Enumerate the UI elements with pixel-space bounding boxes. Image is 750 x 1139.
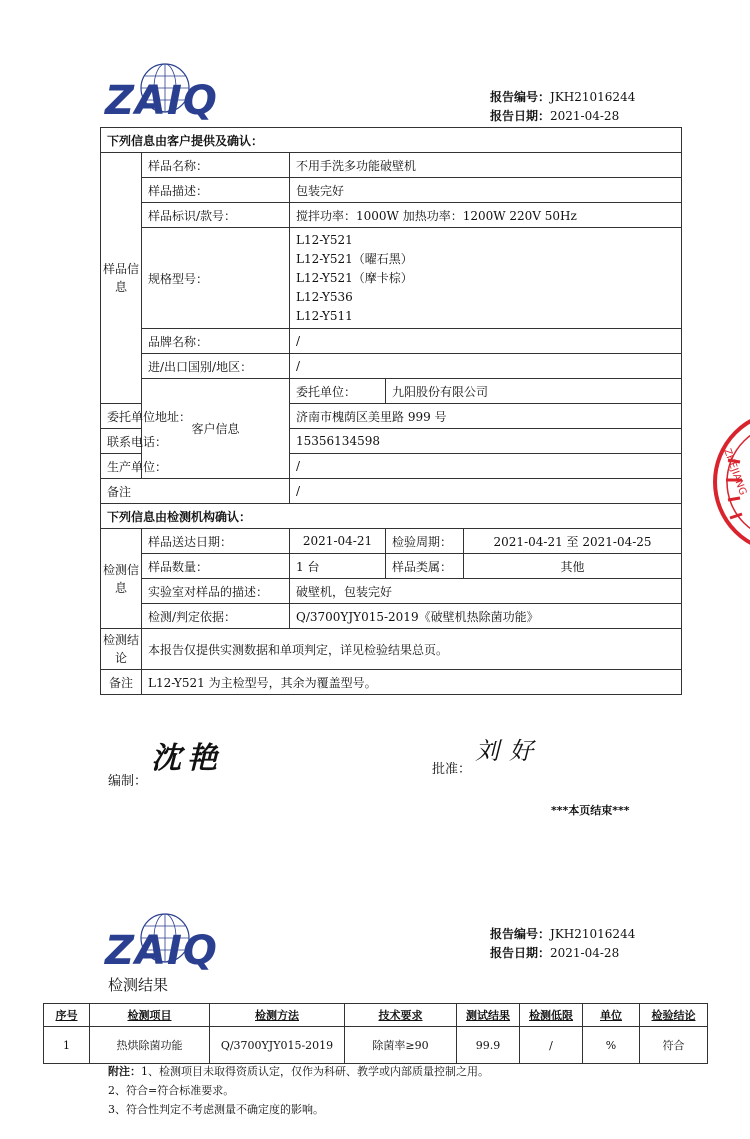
table-row: 品牌名称： / bbox=[101, 329, 682, 354]
results-header-row: 序号 检测项目 检测方法 技术要求 测试结果 检测低限 单位 检验结论 bbox=[44, 1004, 708, 1027]
notes: 附注：1、检测项目未取得资质认定，仅作为科研、教学或内部质量控制之用。 2、符合=符合标准要求。 3、符合性判定不考虑测量不确定度的影响。 bbox=[108, 1065, 489, 1116]
table-row: 检测信息 样品送达日期： 2021-04-21 检验周期： 2021-04-21 至 2021-04-25 bbox=[101, 529, 682, 554]
table-row: 客户信息 委托单位： 九阳股份有限公司 bbox=[101, 379, 682, 404]
table-row: 样品标识/款号： 搅拌功率：1000W 加热功率：1200W 220V 50Hz bbox=[101, 203, 682, 228]
page-end-marker: ***本页结束*** bbox=[551, 804, 630, 817]
official-stamp bbox=[710, 390, 750, 580]
svg-text:ZHEJIANG: ZHEJIANG bbox=[721, 447, 749, 497]
table-row: 备注 / bbox=[101, 479, 682, 504]
table-row: 检测结论 本报告仅提供实测数据和单项判定，详见检验结果总页。 bbox=[101, 629, 682, 670]
report-info: 报告编号：JKH21016244 报告日期：2021-04-28 bbox=[490, 90, 636, 123]
results-title: 检测结果 bbox=[108, 976, 169, 994]
logo-text: ZAIQ bbox=[105, 78, 218, 124]
lab-section-title: 下列信息由检测机构确认： bbox=[101, 504, 682, 529]
table-row: 委托单位地址： 济南市槐荫区美里路 999 号 bbox=[101, 404, 682, 429]
table-row: 备注 L12-Y521 为主检型号，其余为覆盖型号。 bbox=[101, 670, 682, 695]
client-section-title: 下列信息由客户提供及确认： bbox=[101, 128, 682, 153]
table-row: 检测/判定依据： Q/3700YJY015-2019《破壁机热除菌功能》 bbox=[101, 604, 682, 629]
editor-line: 编制： 沈艳 bbox=[108, 741, 224, 789]
table-row: 样品信息 样品名称： 不用手洗多功能破壁机 bbox=[101, 153, 682, 178]
report-number: JKH21016244 bbox=[550, 90, 636, 104]
sample-info-label: 样品信息 bbox=[101, 153, 142, 404]
customer-info-label: 客户信息 bbox=[142, 379, 290, 479]
table-row: 联系电话： 15356134598 bbox=[101, 429, 682, 454]
table-row: 样品数量： 1 台 样品类属： 其他 bbox=[101, 554, 682, 579]
zaiq-logo bbox=[105, 58, 235, 124]
table-row: 生产单位： / bbox=[101, 454, 682, 479]
info-table bbox=[100, 127, 682, 695]
table-row: 进/出口国别/地区： / bbox=[101, 354, 682, 379]
report-date: 2021-04-28 bbox=[550, 109, 620, 123]
table-row: 1 热烘除菌功能 Q/3700YJY015-2019 除菌率≥90 99.9 / % 符合 bbox=[44, 1027, 708, 1064]
table-row: 规格型号： L12-Y521 L12-Y521（曜石黑） L12-Y521（摩卡棕） L12-Y536 L12-Y511 bbox=[101, 228, 682, 329]
zaiq-logo-2 bbox=[105, 908, 235, 974]
results-table bbox=[43, 1003, 708, 1064]
spec-models: L12-Y521 L12-Y521（曜石黑） L12-Y521（摩卡棕） L12-Y536 L12-Y511 bbox=[290, 228, 682, 329]
approver-signature: 刘好 bbox=[475, 737, 544, 765]
conclusion-label: 检测结论 bbox=[101, 629, 142, 670]
remark-label: 备注 bbox=[101, 479, 290, 504]
editor-signature: 沈艳 bbox=[151, 741, 224, 776]
report-info-2: 报告编号：JKH21016244 报告日期：2021-04-28 bbox=[490, 927, 636, 960]
notes-label: 附注： bbox=[108, 1065, 141, 1078]
table-row: 实验室对样品的描述： 破壁机，包装完好 bbox=[101, 579, 682, 604]
approver-line: 批准： 刘好 bbox=[432, 737, 544, 777]
lab-info-label: 检测信息 bbox=[101, 529, 142, 629]
table-row: 样品描述： 包装完好 bbox=[101, 178, 682, 203]
logo-text: ZAIQ bbox=[105, 928, 218, 974]
